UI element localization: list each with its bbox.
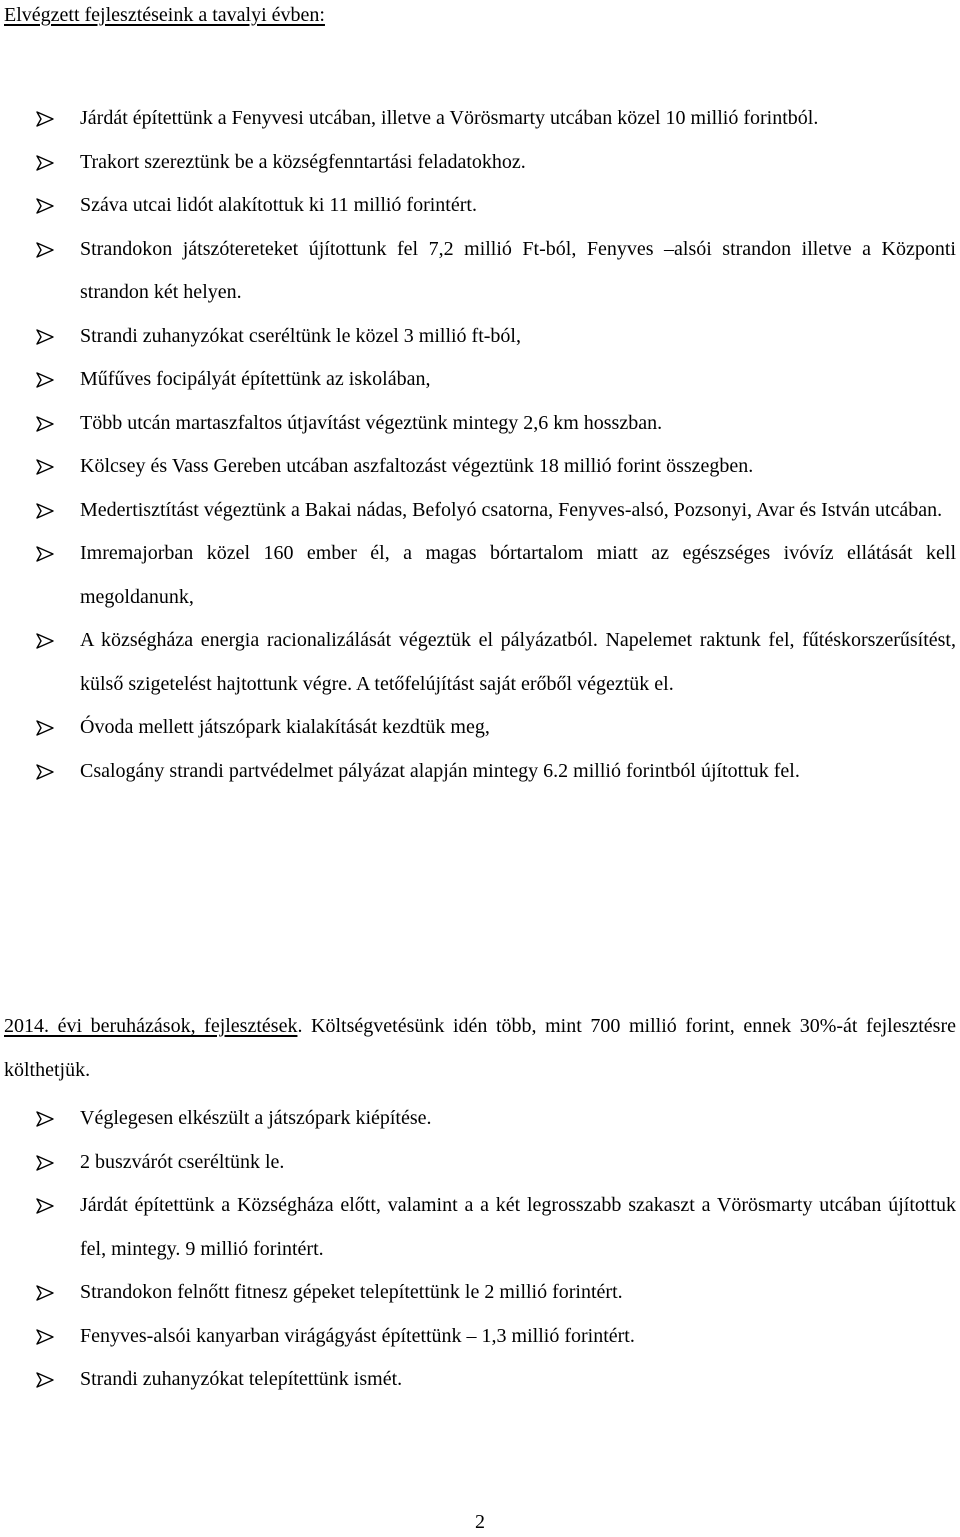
- list-item: [36, 315, 956, 359]
- list-item-text: Több utcán martaszfaltos útjavítást végeztünk mintegy 2,6 km hosszban.: [80, 411, 663, 434]
- arrowhead-bullet-icon: [36, 155, 54, 171]
- list-item: [36, 1097, 956, 1141]
- list-item-text: Járdát építettünk a Községháza előtt, valamint a a két legrosszabb szakaszt a Vörösmarty utcában újítottuk fel, mintegy. 9 millió forintért.: [80, 1194, 956, 1260]
- list-item-text: Strandokon felnőtt fitnesz gépeket telepítettünk le 2 millió forintért.: [80, 1281, 623, 1303]
- list-item-text: Strandi zuhanyzókat cseréltünk le közel 3 millió ft-ból,: [80, 324, 521, 347]
- list-item: [36, 184, 956, 228]
- arrowhead-bullet-icon: [36, 459, 54, 475]
- achievements-list: [36, 97, 956, 793]
- list-item-text: Strandi zuhanyzókat telepítettünk ismét.: [80, 1368, 403, 1390]
- list-item: [36, 706, 956, 750]
- list-item-text: Fenyves-alsói kanyarban virágágyást építettünk – 1,3 millió forintért.: [80, 1324, 635, 1347]
- list-item-text: Véglegesen elkészült a játszópark kiépítése.: [80, 1107, 432, 1129]
- list-item-text: Csalogány strandi partvédelmet pályázat alapján mintegy 6.2 millió forintból újítottuk fel.: [80, 759, 800, 782]
- section-2014-paragraph: [4, 1005, 956, 1092]
- list-item: [36, 141, 956, 185]
- arrowhead-bullet-icon: [36, 372, 54, 388]
- list-item: [36, 228, 956, 315]
- arrowhead-bullet-icon: [36, 1329, 54, 1345]
- list-item: [36, 489, 956, 533]
- list-item-text: Kölcsey és Vass Gereben utcában aszfaltozást végeztünk 18 millió forint összegben.: [80, 455, 754, 477]
- list-item-text: Műfűves focipályát építettünk az iskolában,: [80, 368, 431, 390]
- list-item-text: Medertisztítást végeztünk a Bakai nádas, Befolyó csatorna, Fenyves-alsó, Pozsonyi, Avar és István utcában.: [80, 498, 943, 521]
- list-item-text: Óvoda mellett játszópark kialakítását kezdtük meg,: [80, 716, 490, 738]
- list-item-text: Száva utcai lidót alakítottuk ki 11 millió forintért.: [80, 194, 477, 216]
- budget-text: . Költségvetésünk idén több, mint 700 millió forint, ennek 30%-át fejlesztésre költhetjük.: [4, 1015, 957, 1081]
- plans-list: [36, 1097, 956, 1402]
- list-item-text: Imremajorban közel 160 ember él, a magas bórtartalom miatt az egészséges ivóvíz ellátását kell megoldanunk,: [80, 542, 956, 608]
- list-item: [36, 97, 956, 141]
- section-heading-achievements: Elvégzett fejlesztéseink a tavalyi évben:: [4, 4, 325, 26]
- list-item: [36, 1141, 956, 1185]
- arrowhead-bullet-icon: [36, 1372, 54, 1388]
- arrowhead-bullet-icon: [36, 633, 54, 649]
- list-item: [36, 1184, 956, 1271]
- arrowhead-bullet-icon: [36, 1155, 54, 1171]
- arrowhead-bullet-icon: [36, 1111, 54, 1127]
- list-item-text: Strandokon játszótereteket újítottunk fel 7,2 millió Ft-ból, Fenyves –alsói strandon illetve a Központi strandon két helyen.: [80, 237, 956, 303]
- list-item: [36, 445, 956, 489]
- arrowhead-bullet-icon: [36, 198, 54, 214]
- arrowhead-bullet-icon: [36, 503, 54, 519]
- list-item: [36, 1315, 956, 1359]
- arrowhead-bullet-icon: [36, 1198, 54, 1214]
- arrowhead-bullet-icon: [36, 416, 54, 432]
- list-item: [36, 402, 956, 446]
- list-item-text: Járdát építettünk a Fenyvesi utcában, illetve a Vörösmarty utcában közel 10 millió forintból.: [80, 107, 819, 129]
- list-item: [36, 619, 956, 706]
- arrowhead-bullet-icon: [36, 111, 54, 127]
- arrowhead-bullet-icon: [36, 329, 54, 345]
- list-item-text: A községháza energia racionalizálását végeztük el pályázatból. Napelemet raktunk fel, fűtéskorszerűsítést, külső szigetelést hajtottunk végre. A tetőfelújítást saját erőből végeztük el.: [80, 629, 956, 695]
- arrowhead-bullet-icon: [36, 242, 54, 258]
- list-item-text: Trakort szereztünk be a községfenntartási feladatokhoz.: [80, 150, 526, 173]
- list-item: [36, 750, 956, 794]
- list-item: [36, 1271, 956, 1315]
- list-item-text: 2 buszvárót cseréltünk le.: [80, 1150, 285, 1173]
- arrowhead-bullet-icon: [36, 764, 54, 780]
- arrowhead-bullet-icon: [36, 546, 54, 562]
- list-item: [36, 358, 956, 402]
- list-item: [36, 1358, 956, 1402]
- arrowhead-bullet-icon: [36, 1285, 54, 1301]
- arrowhead-bullet-icon: [36, 720, 54, 736]
- section-heading-2014: 2014. évi beruházások, fejlesztések: [4, 1015, 298, 1037]
- page-number: 2: [475, 1511, 485, 1533]
- list-item: [36, 532, 956, 619]
